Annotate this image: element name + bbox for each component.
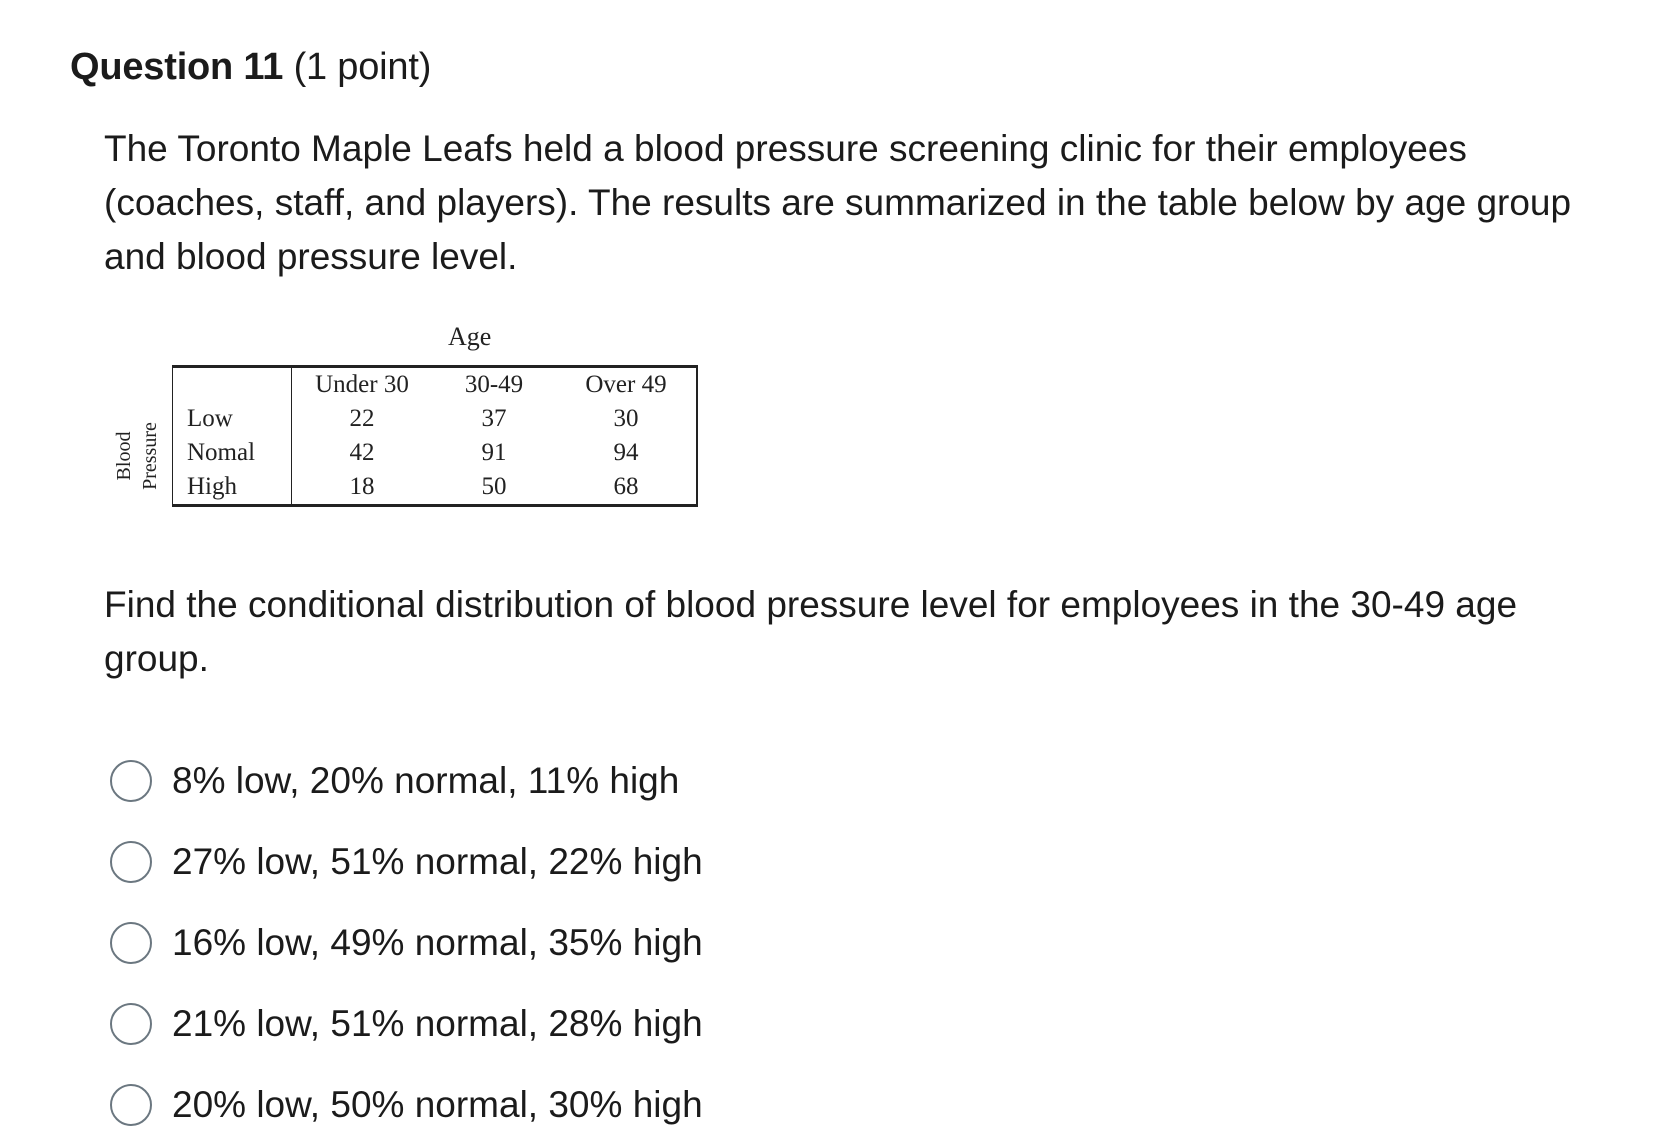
radio-button[interactable] [110, 841, 152, 883]
row-group-label-line2: Pressure [139, 422, 161, 490]
answer-options [110, 740, 703, 1145]
table-cell: 94 [613, 439, 639, 466]
answer-option-1[interactable] [110, 740, 703, 821]
answer-option-5[interactable] [110, 1064, 703, 1145]
question-header [70, 46, 431, 89]
row-label: Low [173, 402, 292, 436]
answer-option-4[interactable] [110, 983, 703, 1064]
answer-option-label[interactable]: 16% low, 49% normal, 35% high [172, 921, 703, 963]
radio-button[interactable] [110, 922, 152, 964]
table-cell: 22 [349, 405, 375, 432]
radio-button[interactable] [110, 1084, 152, 1126]
column-header: Over 49 [585, 371, 667, 398]
question-text: The Toronto Maple Leafs held a blood pressure screening clinic for their employees (coaches, staff, and players). The results are summarized in the table below by age group and blood pressure level. [104, 128, 1572, 277]
table-row [173, 470, 698, 506]
column-header: 30-49 [464, 371, 524, 398]
table-row [173, 436, 698, 470]
contingency-table-figure [110, 320, 710, 520]
column-header: Under 30 [315, 371, 409, 398]
table-cell: 68 [613, 473, 639, 500]
answer-option-label[interactable]: 21% low, 51% normal, 28% high [172, 1002, 703, 1044]
table-row [173, 402, 698, 436]
table-cell: 37 [481, 405, 507, 432]
table-header-row [173, 367, 698, 403]
question-prompt: Find the conditional distribution of blood pressure level for employees in the 30-49 age group. [104, 584, 1518, 679]
blood-pressure-row-group-label [111, 381, 163, 531]
radio-button[interactable] [110, 760, 152, 802]
contingency-table [172, 365, 698, 507]
answer-option-label[interactable]: 8% low, 20% normal, 11% high [172, 759, 680, 801]
age-column-group-label: Age [448, 322, 492, 351]
table-cell: 42 [349, 439, 375, 466]
radio-button[interactable] [110, 1003, 152, 1045]
table-cell: 50 [481, 473, 507, 500]
answer-option-3[interactable] [110, 902, 703, 983]
row-label: Nomal [173, 436, 292, 470]
question-points: (1 point) [293, 46, 432, 88]
table-corner-cell [173, 367, 292, 403]
question-title: Question 11 [70, 46, 284, 88]
answer-option-2[interactable] [110, 821, 703, 902]
row-label: High [173, 470, 292, 506]
answer-option-label[interactable]: 27% low, 51% normal, 22% high [172, 840, 703, 882]
answer-option-label[interactable]: 20% low, 50% normal, 30% high [172, 1083, 703, 1125]
row-group-label-line1: Blood [113, 431, 135, 481]
table-cell: 30 [613, 405, 639, 432]
table-cell: 18 [349, 473, 375, 500]
table-cell: 91 [481, 439, 507, 466]
